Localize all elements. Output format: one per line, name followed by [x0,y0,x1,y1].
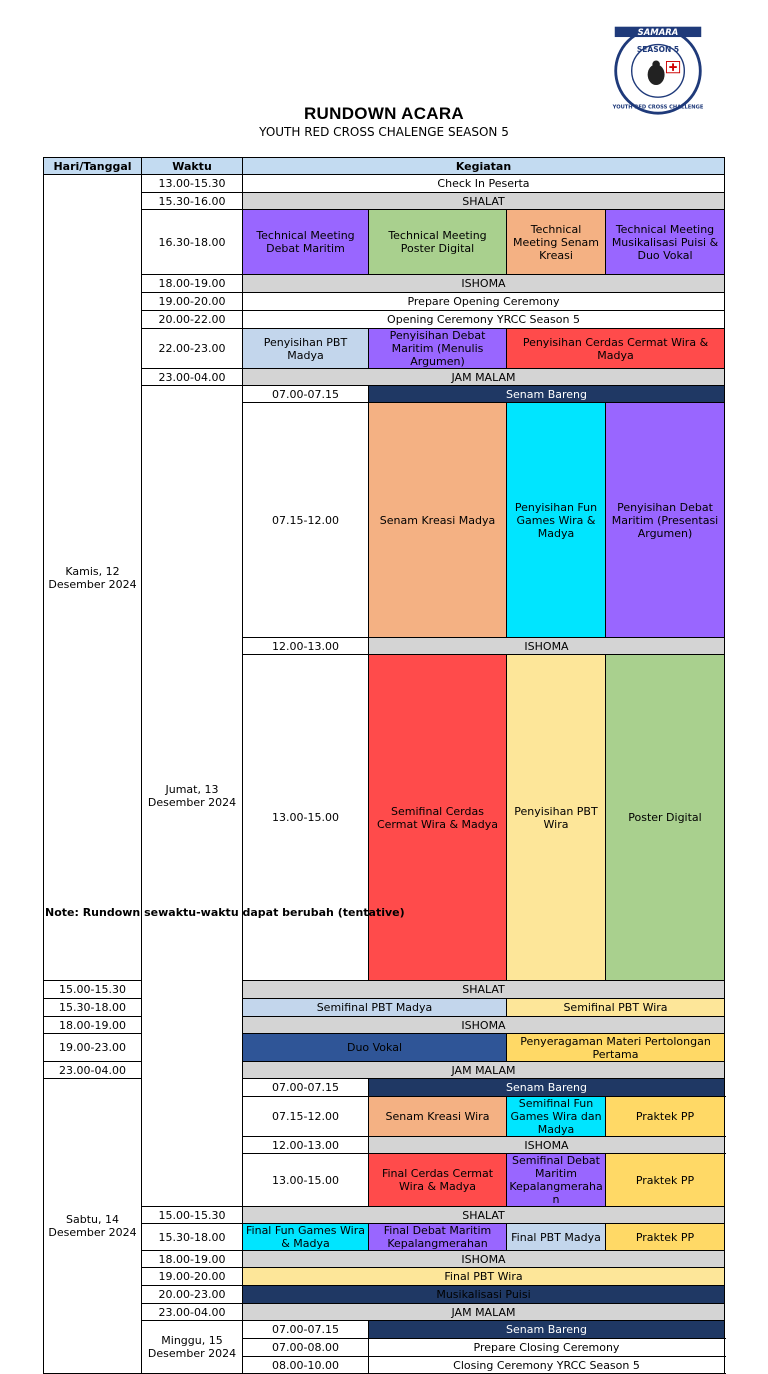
table-row [44,293,725,311]
page-title: RUNDOWN ACARA [303,104,465,123]
table-row [44,1321,725,1339]
activity-cell: Prepare Closing Ceremony [369,1339,725,1357]
time-cell: 23.00-04.00 [142,1304,243,1321]
header-activity: Kegiatan [243,158,725,175]
time-cell: 18.00-19.00 [142,275,243,293]
activity-cell: ISHOMA [243,1251,725,1268]
time-cell: 19.00-20.00 [142,293,243,311]
activity-cell: Penyisihan Fun Games Wira & Madya [507,403,606,638]
time-cell: 15.30-18.00 [44,999,142,1017]
time-cell: 08.00-10.00 [243,1357,369,1374]
logo-banner-text: SAMARA [637,27,679,38]
activity-cell: Final PBT Madya [507,1224,606,1251]
activity-cell: Technical Meeting Poster Digital [369,210,507,275]
time-cell: 13.00-15.00 [243,655,369,981]
table-row [44,329,725,369]
activity-cell: Senam Kreasi Wira [369,1097,507,1137]
time-cell: 19.00-20.00 [142,1268,243,1286]
time-cell: 16.30-18.00 [142,210,243,275]
activity-cell: JAM MALAM [243,1062,725,1079]
activity-cell: Senam Bareng [369,1079,725,1097]
activity-cell: Technical Meeting Musikalisasi Puisi & Duo Vokal [606,210,725,275]
activity-cell: Prepare Opening Ceremony [243,293,725,311]
activity-cell: Semifinal PBT Madya [243,999,507,1017]
activity-cell: ISHOMA [369,638,725,655]
table-row [44,1224,725,1251]
time-cell: 07.00-07.15 [243,1321,369,1339]
activity-cell: ISHOMA [243,275,725,293]
time-cell: 23.00-04.00 [142,369,243,386]
activity-cell: Poster Digital [606,655,725,981]
time-cell: 07.00-07.15 [243,1079,369,1097]
activity-cell: Praktek PP [606,1154,725,1207]
day-cell: Minggu, 15 Desember 2024 [142,1321,243,1374]
activity-cell: Praktek PP [606,1224,725,1251]
time-cell: 18.00-19.00 [44,1017,142,1034]
activity-cell: Technical Meeting Debat Maritim [243,210,369,275]
day-cell: Jumat, 13 Desember 2024 [142,386,243,1207]
activity-cell: Final Fun Games Wira & Madya [243,1224,369,1251]
footnote: Note: Rundown sewaktu-waktu dapat berubah (tentative) [45,906,405,919]
time-cell: 13.00-15.00 [243,1154,369,1207]
day-cell: Sabtu, 14 Desember 2024 [44,1079,142,1374]
table-row [44,1251,725,1268]
time-cell: 07.00-07.15 [243,386,369,403]
table-row [44,275,725,293]
time-cell: 15.00-15.30 [142,1207,243,1224]
activity-cell: JAM MALAM [243,1304,725,1321]
time-cell: 13.00-15.30 [142,175,243,193]
activity-cell: ISHOMA [369,1137,725,1154]
activity-cell: Final PBT Wira [243,1268,725,1286]
day-cell: Kamis, 12 Desember 2024 [44,175,142,981]
page-subtitle: YOUTH RED CROSS CHALENGE SEASON 5 [259,125,509,139]
time-cell: 07.15-12.00 [243,1097,369,1137]
table-header-row [44,158,725,175]
yrcc-season5-logo [611,22,705,116]
activity-cell: Semifinal Debat Maritim Kepalangmerahan [507,1154,606,1207]
time-cell: 12.00-13.00 [243,638,369,655]
activity-cell: Penyisihan PBT Madya [243,329,369,369]
time-cell: 07.00-08.00 [243,1339,369,1357]
table-row [44,386,725,403]
time-cell: 23.00-04.00 [44,1062,142,1079]
activity-cell: Penyisihan PBT Wira [507,655,606,981]
table-row [44,193,725,210]
table-row [44,1268,725,1286]
logo-ring-text: YOUTH RED CROSS CHALLENGE [612,104,704,111]
activity-cell: Senam Bareng [369,1321,725,1339]
table-row [44,369,725,386]
activity-cell: Penyisihan Debat Maritim (Menulis Argumen) [369,329,507,369]
activity-cell: Praktek PP [606,1097,725,1137]
activity-cell: Technical Meeting Senam Kreasi [507,210,606,275]
time-cell: 20.00-23.00 [142,1286,243,1304]
activity-cell: SHALAT [243,1207,725,1224]
time-cell: 07.15-12.00 [243,403,369,638]
table-row [44,311,725,329]
activity-cell: Final Cerdas Cermat Wira & Madya [369,1154,507,1207]
activity-cell: Senam Bareng [369,386,725,403]
activity-cell: SHALAT [243,981,725,999]
activity-cell: Semifinal PBT Wira [507,999,725,1017]
table-row [44,1286,725,1304]
time-cell: 15.30-16.00 [142,193,243,210]
time-cell: 20.00-22.00 [142,311,243,329]
activity-cell: Musikalisasi Puisi [243,1286,725,1304]
activity-cell: JAM MALAM [243,369,725,386]
time-cell: 22.00-23.00 [142,329,243,369]
time-cell: 12.00-13.00 [243,1137,369,1154]
rundown-table [43,157,725,1374]
time-cell: 15.00-15.30 [44,981,142,999]
activity-cell: Opening Ceremony YRCC Season 5 [243,311,725,329]
time-cell: 18.00-19.00 [142,1251,243,1268]
activity-cell: ISHOMA [243,1017,725,1034]
header-day: Hari/Tanggal [44,158,142,175]
activity-cell: SHALAT [243,193,725,210]
table-body [44,175,725,1374]
activity-cell: Penyisihan Debat Maritim (Presentasi Argumen) [606,403,725,638]
activity-cell: Semifinal Fun Games Wira dan Madya [507,1097,606,1137]
activity-cell: Senam Kreasi Madya [369,403,507,638]
logo-season-text: SEASON 5 [636,45,680,55]
time-cell: 19.00-23.00 [44,1034,142,1062]
activity-cell: Final Debat Maritim Kepalangmerahan [369,1224,507,1251]
activity-cell: Check In Peserta [243,175,725,193]
activity-cell: Penyisihan Cerdas Cermat Wira & Madya [507,329,725,369]
activity-cell: Penyeragaman Materi Pertolongan Pertama [507,1034,725,1062]
time-cell: 15.30-18.00 [142,1224,243,1251]
table-row [44,1304,725,1321]
activity-cell: Duo Vokal [243,1034,507,1062]
header-time: Waktu [142,158,243,175]
table-row [44,1207,725,1224]
table-row [44,210,725,275]
table-row [44,175,725,193]
activity-cell: Semifinal Cerdas Cermat Wira & Madya [369,655,507,981]
activity-cell: Closing Ceremony YRCC Season 5 [369,1357,725,1374]
